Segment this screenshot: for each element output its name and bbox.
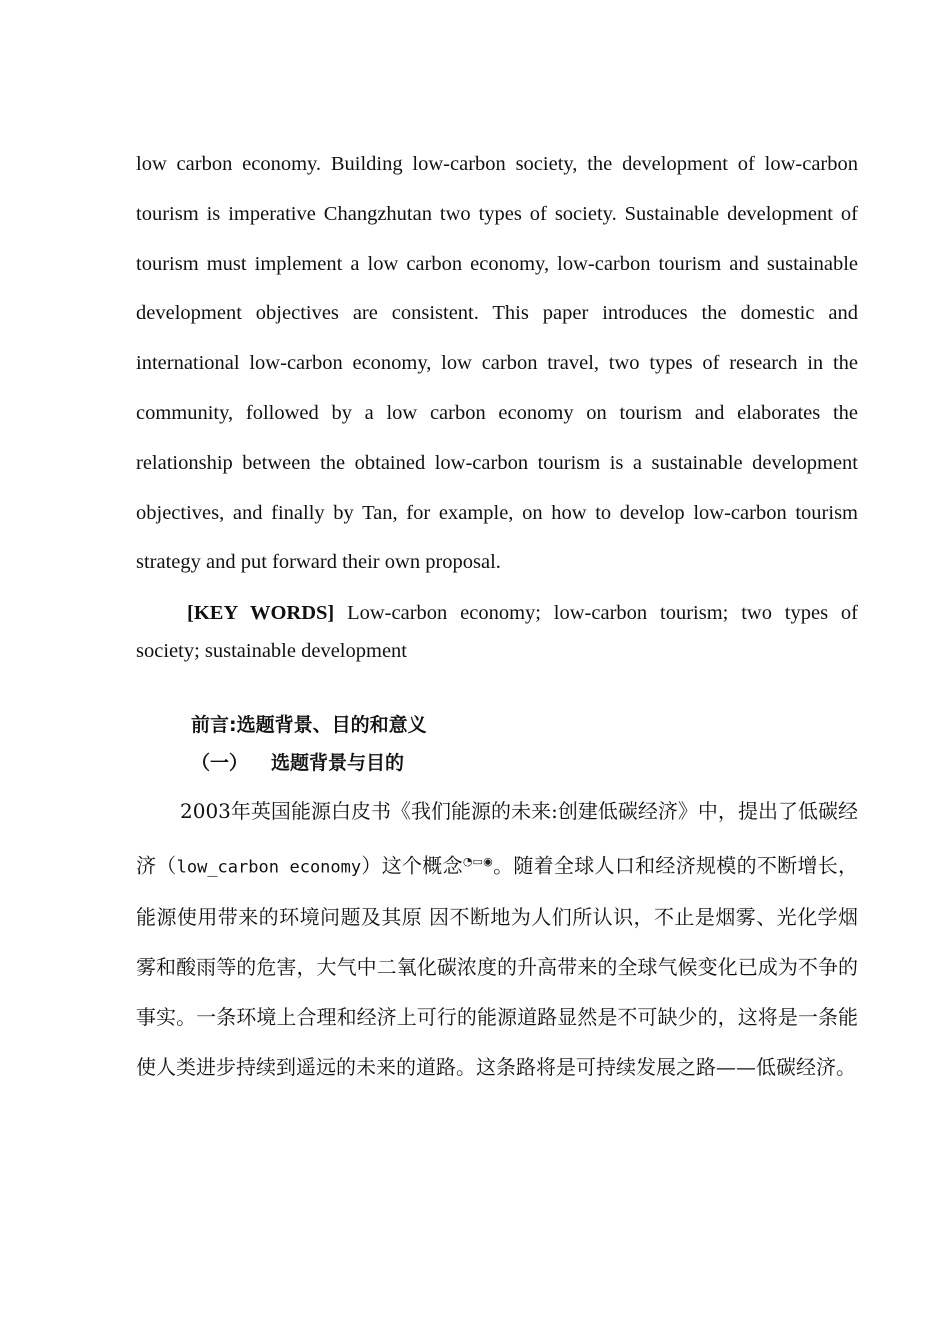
keywords-label: [KEY WORDS] bbox=[187, 602, 335, 625]
preface-paragraph bbox=[136, 787, 858, 1092]
citation-mark-icon: ◔▭◉ bbox=[462, 854, 494, 868]
paragraph-part-3: 。随着全球人口和经济规模的不断增长，能源使用带来的环境问题及其原 因不断地为人们所认识，不止是烟雾、光化学烟雾和酸雨等的危害，大气中二氧化碳浓度的升高带来的全球气候变化已成为不争的事实。一条环境上合理和经济上可行的能源道路显然是不可缺少的，这将是一条能使人类进步持续到遥远的未来的道路。这条路将是可持续发展之路——低碳经济。 bbox=[136, 853, 859, 1079]
paragraph-part-1: 2003年英国能源白皮书《我们能源的未来:创建低碳经济》中，提出了低碳经济（ bbox=[136, 799, 858, 878]
preface-heading: 前言:选题背景、目的和意义 bbox=[191, 714, 427, 737]
paragraph-term: low_carbon economy bbox=[176, 857, 362, 878]
subheading-text: 选题背景与目的 bbox=[271, 752, 405, 775]
document-page bbox=[136, 140, 858, 1093]
abstract-body: low carbon economy. Building low-carbon society, the development of low-carbon tourism is imperative Changzhutan two types of society. Sustainable development of tourism must implement a low carbon economy, low-carbon tourism and sustainable development objectives are consistent. This paper introduces the domestic and international low-carbon economy, low carbon travel, two types of research in the community, followed by a low carbon economy on tourism and elaborates the relationship between the obtained low-carbon tourism is a sustainable development objectives, and finally by Tan, for example, on how to develop low-carbon tourism strategy and put forward their own proposal. bbox=[136, 153, 858, 574]
subheading-number: （一） bbox=[191, 752, 249, 775]
keywords-paragraph bbox=[136, 594, 858, 670]
keywords-text: Low-carbon economy; low-carbon tourism; two types of society; sustainable development bbox=[136, 602, 858, 663]
paragraph-part-2: ）这个概念 bbox=[361, 853, 463, 878]
section-subheading bbox=[136, 744, 858, 782]
